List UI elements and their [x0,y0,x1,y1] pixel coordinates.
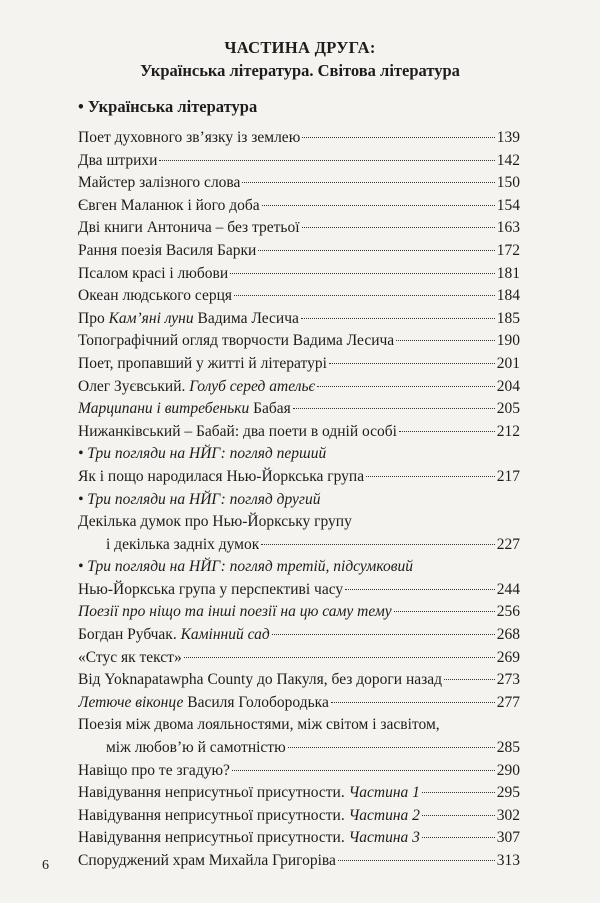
toc-entry [78,624,520,647]
part-title: ЧАСТИНА ДРУГА: [224,38,376,57]
section-heading: • Українська література [78,97,258,116]
toc-entry-italic-title: Частина 2 [348,806,420,824]
toc-entry-italic-title: Кам’яні луни [108,309,194,327]
toc-entry [78,353,520,376]
toc-entry-title [78,624,270,647]
toc-page-number: 227 [496,535,520,553]
toc-entry [78,263,520,286]
toc-page-number: 268 [496,626,520,644]
toc-entry-title-line: Декілька думок про Нью-Йоркську групу [78,513,352,531]
dot-leader [261,544,494,545]
toc-entry-title [78,398,291,421]
dot-leader [422,815,495,816]
toc-entry-italic-title: Поезії про ніщо та інші поезії на цю саму тему [78,603,392,621]
toc-entry-title: Нижанківський – Бабай: два поети в одній особі [78,422,397,440]
toc-entry-title: Від Yoknapatawpha County до Пакуля, без дороги назад [78,671,443,689]
toc-entry-title: Псалом красі і любови [78,264,229,282]
dot-leader [242,182,494,183]
toc-page-number: 150 [496,174,520,192]
toc-entry [78,760,520,783]
toc-entry [78,647,520,670]
toc-entry-title-text: Василя Голобородька [183,693,329,711]
toc-entry-italic-title: Летюче віконце [78,693,184,711]
toc-entry-title-text: Навідування неприсутньої присутности. [78,784,349,802]
toc-entry-title: «Стус як текст» [78,648,182,666]
dot-leader [317,386,494,387]
toc-entry-title: Споруджений храм Михайла Григоріва [78,852,336,869]
toc-entry [78,217,520,240]
toc-page-number: 273 [496,671,520,689]
dot-leader [302,137,494,138]
table-of-contents [78,127,520,873]
toc-entry [78,805,520,828]
toc-entry [78,195,520,218]
dot-leader [262,205,495,206]
toc-entry-italic-title: Голуб серед ательє [189,377,316,395]
dot-leader [329,363,495,364]
dot-leader [302,227,495,228]
toc-page-number: 154 [496,196,520,214]
toc-entry-title-text: Вадима Лесича [193,309,299,327]
dot-leader [258,250,494,251]
toc-entry [78,421,520,444]
toc-page-number: 142 [496,151,520,169]
toc-entry-title: Як і пощо народилася Нью-Йоркська група [78,467,365,485]
toc-entry-title: Океан людського серця [78,287,233,305]
page-number: 6 [42,858,49,873]
toc-entry-italic-title: Частина 1 [348,784,420,802]
toc-page-number: 269 [496,648,520,666]
toc-entry-title-text: Навідування неприсутньої присутности. [78,806,349,824]
toc-entry [78,850,520,873]
toc-entry-title [78,376,315,399]
toc-page-number: 212 [496,422,520,440]
toc-page-number: 201 [496,354,520,372]
toc-entry [78,240,520,263]
dot-leader [366,476,495,477]
dot-leader [272,634,495,635]
toc-page-number: 184 [496,287,520,305]
part-subtitle: Українська література. Світова література [140,61,460,80]
dot-leader [422,792,495,793]
toc-entry-title [78,805,420,828]
toc-page-number: 295 [496,784,520,802]
toc-entry-title: і декілька задніх думок [106,535,260,553]
toc-entry [78,534,520,557]
toc-page-number: 307 [496,829,520,847]
toc-entry-title: Євген Маланюк і його доба [78,196,260,214]
toc-entry-italic-title: Марципани і витребеньки [78,400,250,418]
dot-leader [394,611,495,612]
toc-page-number: 302 [496,806,520,824]
toc-entry-title: Дві книги Антонича – без третьої [78,219,300,237]
dot-leader [331,702,495,703]
toc-entry-title-text: Олег Зуєвський. [78,377,190,395]
toc-entry [78,827,520,850]
toc-entry [78,782,520,805]
toc-entry [78,285,520,308]
toc-entry-title [78,601,392,624]
toc-entry-italic-title: Камінний сад [180,626,270,644]
dot-leader [230,273,495,274]
toc-entry-title: Поет духовного зв’язку із землею [78,129,301,146]
toc-page-number: 285 [496,739,520,757]
toc-entry-title-text: Про [78,309,109,327]
dot-leader [234,295,495,296]
toc-page-number: 256 [496,603,520,621]
toc-entry-title-text: Бабая [249,400,291,418]
toc-page-number: 181 [496,264,520,282]
toc-page-number: 172 [496,241,520,259]
dot-leader [399,431,495,432]
toc-subheading: • Три погляди на НЙГ: погляд третій, підсумковий [78,558,413,576]
dot-leader [338,860,495,861]
toc-entry-title: Рання поезія Василя Барки [78,241,257,259]
toc-entry-title: Нью-Йоркська група у перспективі часу [78,580,344,598]
toc-entry [78,669,520,692]
dot-leader [293,408,495,409]
toc-entry-title [78,692,329,715]
toc-entry [78,127,520,150]
dot-leader [159,160,494,161]
toc-entry [78,579,520,602]
toc-subheading: • Три погляди на НЙГ: погляд другий [78,490,321,508]
toc-page-number: 163 [496,219,520,237]
toc-entry-title [78,782,420,805]
toc-page-number: 290 [496,761,520,779]
toc-page-number: 205 [496,400,520,418]
toc-page-number: 139 [496,129,520,146]
toc-entry-title-text: Богдан Рубчак. [78,626,181,644]
toc-subheading: • Три погляди на НЙГ: погляд перший [78,445,327,463]
dot-leader [301,318,495,319]
toc-entry [78,737,520,760]
toc-entry-title: Топографічний огляд творчости Вадима Лесича [78,332,395,350]
toc-page-number: 217 [496,467,520,485]
toc-page-number: 190 [496,332,520,350]
toc-entry-title: Два штрихи [78,151,158,169]
toc-entry [78,308,520,331]
dot-leader [396,340,495,341]
dot-leader [184,657,495,658]
toc-entry-title: Навіщо про те згадую? [78,761,230,779]
dot-leader [232,770,495,771]
toc-entry [78,692,520,715]
dot-leader [422,837,495,838]
toc-entry-title: між любов’ю й самотністю [106,739,286,757]
toc-entry [78,466,520,489]
dot-leader [345,589,495,590]
toc-entry [78,150,520,173]
toc-entry-title [78,827,420,850]
toc-page-number: 277 [496,693,520,711]
toc-entry-title [78,308,299,331]
toc-entry-title-text: Навідування неприсутньої присутности. [78,829,349,847]
toc-page-number: 204 [496,377,520,395]
toc-entry-title: Поет, пропавший у житті й літературі [78,354,327,372]
dot-leader [444,679,495,680]
toc-entry [78,601,520,624]
toc-entry [78,330,520,353]
toc-entry-title: Майстер залізного слова [78,174,241,192]
toc-page-number: 313 [496,852,520,869]
toc-entry-title-line: Поезія між двома лояльностями, між світом і засвітом, [78,716,440,734]
toc-entry-italic-title: Частина 3 [348,829,420,847]
toc-page-number: 244 [496,580,520,598]
toc-page-number: 185 [496,309,520,327]
dot-leader [288,747,495,748]
toc-entry [78,398,520,421]
toc-entry [78,172,520,195]
toc-entry [78,376,520,399]
